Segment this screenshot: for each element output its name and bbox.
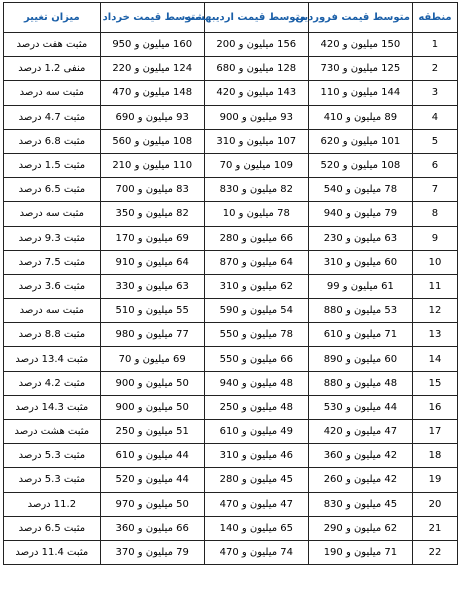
- cell-ordibehesht-price: 128 میلیون و 680: [204, 57, 308, 81]
- table-row: [4, 226, 458, 250]
- cell-farvardin-price: 63 میلیون و 230: [308, 226, 412, 250]
- cell-ordibehesht-price: 82 میلیون و 830: [204, 178, 308, 202]
- cell-region: 21: [412, 516, 457, 540]
- cell-region: 9: [412, 226, 457, 250]
- cell-khordad-price: 51 میلیون و 250: [100, 420, 204, 444]
- cell-khordad-price: 160 میلیون و 950: [100, 33, 204, 57]
- cell-region: 16: [412, 395, 457, 419]
- cell-ordibehesht-price: 48 میلیون و 940: [204, 371, 308, 395]
- table-row: [4, 129, 458, 153]
- table-row: [4, 492, 458, 516]
- cell-ordibehesht-price: 156 میلیون و 200: [204, 33, 308, 57]
- table-row: [4, 81, 458, 105]
- cell-farvardin-price: 78 میلیون و 540: [308, 178, 412, 202]
- cell-change: مثبت 4.2 درصد: [4, 371, 101, 395]
- table-row: [4, 274, 458, 298]
- cell-farvardin-price: 108 میلیون و 520: [308, 153, 412, 177]
- table-row: [4, 57, 458, 81]
- cell-khordad-price: 50 میلیون و 970: [100, 492, 204, 516]
- cell-khordad-price: 50 میلیون و 900: [100, 395, 204, 419]
- cell-ordibehesht-price: 47 میلیون و 470: [204, 492, 308, 516]
- table-row: [4, 540, 458, 564]
- cell-region: 5: [412, 129, 457, 153]
- table-row: [4, 444, 458, 468]
- cell-region: 7: [412, 178, 457, 202]
- cell-ordibehesht-price: 143 میلیون و 420: [204, 81, 308, 105]
- cell-khordad-price: 79 میلیون و 370: [100, 540, 204, 564]
- cell-region: 14: [412, 347, 457, 371]
- cell-khordad-price: 82 میلیون و 350: [100, 202, 204, 226]
- cell-region: 22: [412, 540, 457, 564]
- cell-change: 11.2 درصد: [4, 492, 101, 516]
- cell-region: 10: [412, 250, 457, 274]
- cell-region: 12: [412, 299, 457, 323]
- cell-farvardin-price: 60 میلیون و 310: [308, 250, 412, 274]
- cell-region: 6: [412, 153, 457, 177]
- cell-region: 19: [412, 468, 457, 492]
- cell-khordad-price: 148 میلیون و 470: [100, 81, 204, 105]
- cell-ordibehesht-price: 78 میلیون و 10: [204, 202, 308, 226]
- cell-khordad-price: 44 میلیون و 610: [100, 444, 204, 468]
- header-ordibehesht: متوسط قیمت اردیبهشت: [204, 3, 308, 33]
- table-header-row: [4, 3, 458, 33]
- cell-region: 20: [412, 492, 457, 516]
- cell-farvardin-price: 101 میلیون و 620: [308, 129, 412, 153]
- cell-ordibehesht-price: 78 میلیون و 550: [204, 323, 308, 347]
- price-table: [3, 2, 458, 565]
- table-row: [4, 395, 458, 419]
- table-row: [4, 516, 458, 540]
- table-row: [4, 420, 458, 444]
- cell-khordad-price: 110 میلیون و 210: [100, 153, 204, 177]
- cell-ordibehesht-price: 64 میلیون و 870: [204, 250, 308, 274]
- table-row: [4, 347, 458, 371]
- table-row: [4, 202, 458, 226]
- cell-change: مثبت سه درصد: [4, 81, 101, 105]
- cell-ordibehesht-price: 66 میلیون و 550: [204, 347, 308, 371]
- cell-region: 15: [412, 371, 457, 395]
- cell-ordibehesht-price: 74 میلیون و 470: [204, 540, 308, 564]
- cell-farvardin-price: 61 میلیون و 99: [308, 274, 412, 298]
- cell-change: منفی 1.2 درصد: [4, 57, 101, 81]
- cell-change: مثبت 5.3 درصد: [4, 468, 101, 492]
- cell-change: مثبت 6.5 درصد: [4, 516, 101, 540]
- cell-change: مثبت 6.5 درصد: [4, 178, 101, 202]
- cell-change: مثبت هشت درصد: [4, 420, 101, 444]
- cell-ordibehesht-price: 49 میلیون و 610: [204, 420, 308, 444]
- cell-farvardin-price: 89 میلیون و 410: [308, 105, 412, 129]
- cell-khordad-price: 108 میلیون و 560: [100, 129, 204, 153]
- cell-change: مثبت سه درصد: [4, 299, 101, 323]
- table-row: [4, 468, 458, 492]
- cell-change: مثبت 5.3 درصد: [4, 444, 101, 468]
- cell-farvardin-price: 60 میلیون و 890: [308, 347, 412, 371]
- cell-change: مثبت 13.4 درصد: [4, 347, 101, 371]
- table-row: [4, 153, 458, 177]
- cell-farvardin-price: 71 میلیون و 610: [308, 323, 412, 347]
- cell-change: مثبت 11.4 درصد: [4, 540, 101, 564]
- cell-region: 13: [412, 323, 457, 347]
- cell-region: 11: [412, 274, 457, 298]
- cell-farvardin-price: 53 میلیون و 880: [308, 299, 412, 323]
- cell-khordad-price: 77 میلیون و 980: [100, 323, 204, 347]
- cell-ordibehesht-price: 45 میلیون و 280: [204, 468, 308, 492]
- header-farvardin: متوسط قیمت فروردین: [308, 3, 412, 33]
- cell-farvardin-price: 62 میلیون و 290: [308, 516, 412, 540]
- cell-region: 18: [412, 444, 457, 468]
- cell-khordad-price: 69 میلیون و 170: [100, 226, 204, 250]
- cell-khordad-price: 63 میلیون و 330: [100, 274, 204, 298]
- cell-khordad-price: 50 میلیون و 900: [100, 371, 204, 395]
- cell-region: 8: [412, 202, 457, 226]
- cell-farvardin-price: 79 میلیون و 940: [308, 202, 412, 226]
- table-row: [4, 178, 458, 202]
- cell-farvardin-price: 150 میلیون و 420: [308, 33, 412, 57]
- header-region: منطقه: [412, 3, 457, 33]
- cell-region: 1: [412, 33, 457, 57]
- cell-region: 17: [412, 420, 457, 444]
- cell-farvardin-price: 42 میلیون و 360: [308, 444, 412, 468]
- cell-khordad-price: 83 میلیون و 700: [100, 178, 204, 202]
- cell-khordad-price: 55 میلیون و 510: [100, 299, 204, 323]
- cell-farvardin-price: 71 میلیون و 190: [308, 540, 412, 564]
- cell-change: مثبت 14.3 درصد: [4, 395, 101, 419]
- table-row: [4, 105, 458, 129]
- cell-farvardin-price: 47 میلیون و 420: [308, 420, 412, 444]
- header-change: میزان تغییر: [4, 3, 101, 33]
- cell-ordibehesht-price: 65 میلیون و 140: [204, 516, 308, 540]
- cell-khordad-price: 93 میلیون و 690: [100, 105, 204, 129]
- cell-farvardin-price: 48 میلیون و 880: [308, 371, 412, 395]
- cell-farvardin-price: 42 میلیون و 260: [308, 468, 412, 492]
- cell-change: مثبت 8.8 درصد: [4, 323, 101, 347]
- cell-khordad-price: 69 میلیون و 70: [100, 347, 204, 371]
- header-khordad: متوسط قیمت خرداد: [100, 3, 204, 33]
- table-row: [4, 371, 458, 395]
- cell-region: 3: [412, 81, 457, 105]
- cell-change: مثبت 3.6 درصد: [4, 274, 101, 298]
- cell-region: 4: [412, 105, 457, 129]
- cell-change: مثبت 7.5 درصد: [4, 250, 101, 274]
- cell-farvardin-price: 44 میلیون و 530: [308, 395, 412, 419]
- table-row: [4, 299, 458, 323]
- cell-region: 2: [412, 57, 457, 81]
- cell-change: مثبت سه درصد: [4, 202, 101, 226]
- cell-ordibehesht-price: 46 میلیون و 310: [204, 444, 308, 468]
- table-row: [4, 323, 458, 347]
- table-row: [4, 250, 458, 274]
- cell-change: مثبت 1.5 درصد: [4, 153, 101, 177]
- cell-farvardin-price: 144 میلیون و 110: [308, 81, 412, 105]
- cell-ordibehesht-price: 109 میلیون و 70: [204, 153, 308, 177]
- cell-ordibehesht-price: 62 میلیون و 310: [204, 274, 308, 298]
- table-row: [4, 33, 458, 57]
- cell-khordad-price: 124 میلیون و 220: [100, 57, 204, 81]
- cell-ordibehesht-price: 107 میلیون و 310: [204, 129, 308, 153]
- cell-change: مثبت 9.3 درصد: [4, 226, 101, 250]
- cell-change: مثبت 6.8 درصد: [4, 129, 101, 153]
- cell-farvardin-price: 125 میلیون و 730: [308, 57, 412, 81]
- cell-ordibehesht-price: 66 میلیون و 280: [204, 226, 308, 250]
- cell-ordibehesht-price: 93 میلیون و 900: [204, 105, 308, 129]
- cell-ordibehesht-price: 54 میلیون و 590: [204, 299, 308, 323]
- cell-ordibehesht-price: 48 میلیون و 250: [204, 395, 308, 419]
- cell-khordad-price: 44 میلیون و 520: [100, 468, 204, 492]
- cell-change: مثبت 4.7 درصد: [4, 105, 101, 129]
- cell-khordad-price: 66 میلیون و 360: [100, 516, 204, 540]
- cell-change: مثبت هفت درصد: [4, 33, 101, 57]
- cell-khordad-price: 64 میلیون و 910: [100, 250, 204, 274]
- cell-farvardin-price: 45 میلیون و 830: [308, 492, 412, 516]
- table-body: [4, 33, 458, 565]
